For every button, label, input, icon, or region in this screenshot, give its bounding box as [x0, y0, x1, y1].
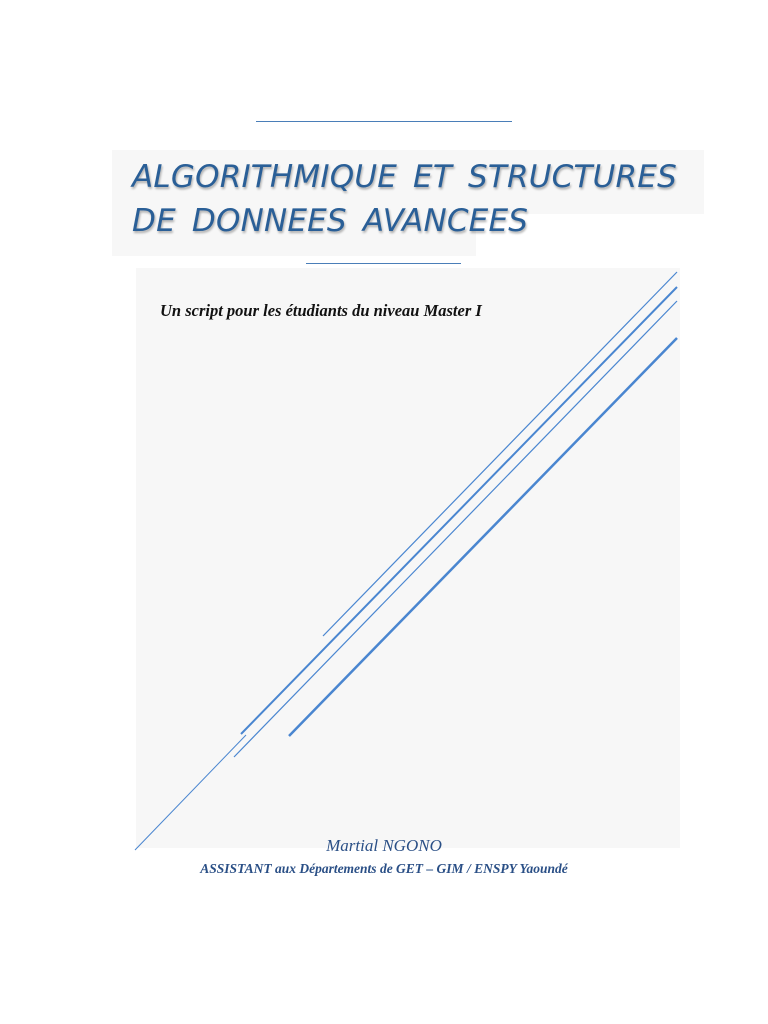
- document-subtitle: Un script pour les étudiants du niveau Master I: [160, 301, 482, 320]
- document-title: ALGORITHMIQUE ET STRUCTURES DE DONNEES AVANCEES: [132, 159, 677, 239]
- diagonal-line: [289, 338, 677, 736]
- diagonal-line: [135, 735, 246, 850]
- author-name: Martial NGONO: [326, 836, 442, 855]
- diagonal-line: [234, 301, 677, 757]
- diagonal-line: [323, 272, 677, 636]
- diagonal-line: [241, 287, 677, 734]
- author-affiliation: ASSISTANT aux Départements de GET – GIM / ENSPY Yaoundé: [200, 861, 568, 876]
